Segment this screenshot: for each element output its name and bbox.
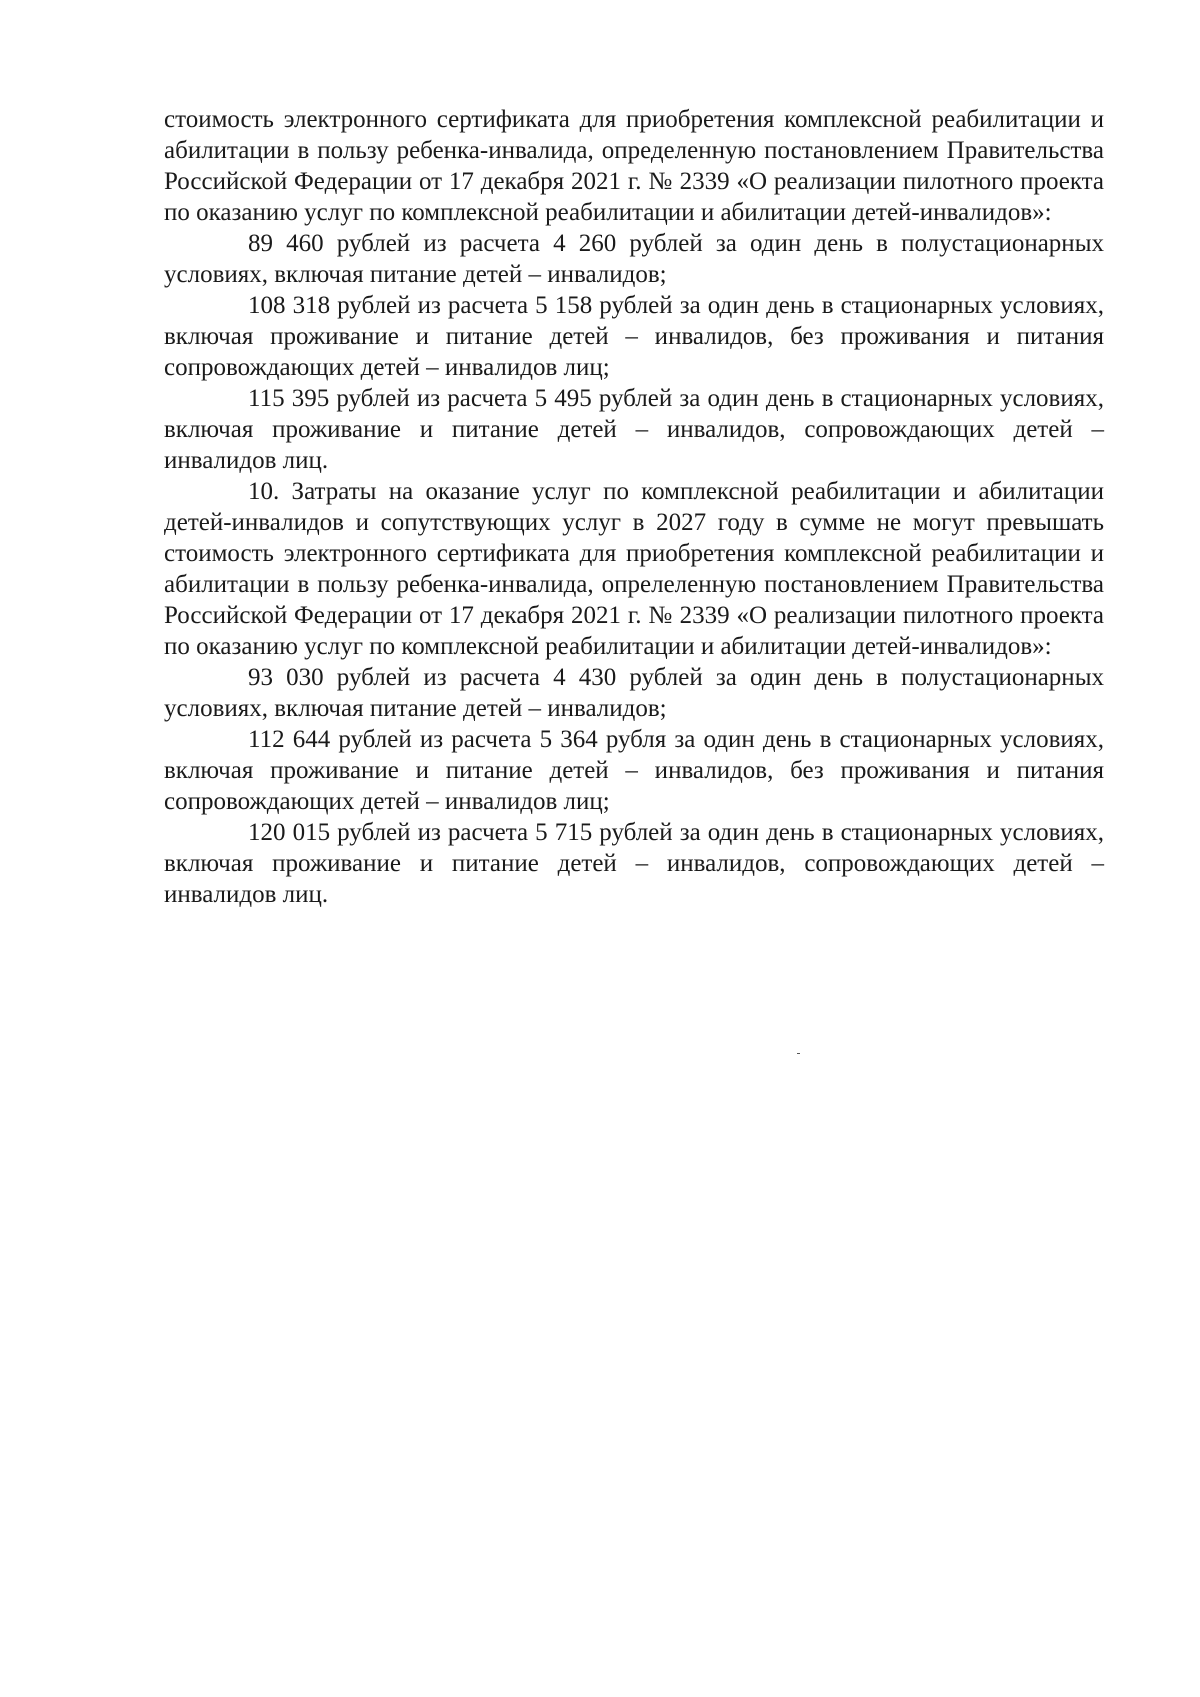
document-body: [164, 104, 1104, 910]
paragraph-inpatient-cost-2026: 108 318 рублей из расчета 5 158 рублей за один день в стационарных условиях, включая проживание и питание детей – инвалидов, без проживания и питания сопровождающих детей – инвалидов лиц;: [164, 292, 1104, 381]
paragraph-inpatient-escort-cost-2027: 120 015 рублей из расчета 5 715 рублей за один день в стационарных условиях, включая проживание и питание детей – инвалидов, сопровождающих детей – инвалидов лиц.: [164, 819, 1104, 908]
paragraph-item-10: 10. Затраты на оказание услуг по комплексной реабилитации и абилитации детей-инвалидов и сопутствующих услуг в 2027 году в сумме не могут превышать стоимость электронного сертификата для приобретения комплексной реабилитации и абилитации в пользу ребенка-инвалида, опрелеленную постановлением Правительства Российской Федерации от 17 декабря 2021 г. № 2339 «О реализации пилотного проекта по оказанию услуг по комплексной реабилитации и абилитации детей-инвалидов»:: [164, 478, 1104, 660]
paragraph-day-care-cost-2027: 93 030 рублей из расчета 4 430 рублей за один день в полустационарных условиях, включая питание детей – инвалидов;: [164, 664, 1104, 722]
paragraph-inpatient-cost-2027: 112 644 рублей из расчета 5 364 рубля за один день в стационарных условиях, включая проживание и питание детей – инвалидов, без проживания и питания сопровождающих детей – инвалидов лиц;: [164, 726, 1104, 815]
scan-speck: [797, 1053, 800, 1054]
paragraph-certificate-cost-intro: стоимость электронного сертификата для приобретения комплексной реабилитации и абилитации в пользу ребенка-инвалида, определенную постановлением Правительства Российской Федерации от 17 декабря 2021 г. № 2339 «О реализации пилотного проекта по оказанию услуг по комплексной реабилитации и абилитации детей-инвалидов»:: [164, 106, 1104, 226]
paragraph-inpatient-escort-cost-2026: 115 395 рублей из расчета 5 495 рублей за один день в стационарных условиях, включая проживание и питание детей – инвалидов, сопровождающих детей – инвалидов лиц.: [164, 385, 1104, 474]
paragraph-day-care-cost-2026: 89 460 рублей из расчета 4 260 рублей за один день в полустационарных условиях, включая питание детей – инвалидов;: [164, 230, 1104, 288]
